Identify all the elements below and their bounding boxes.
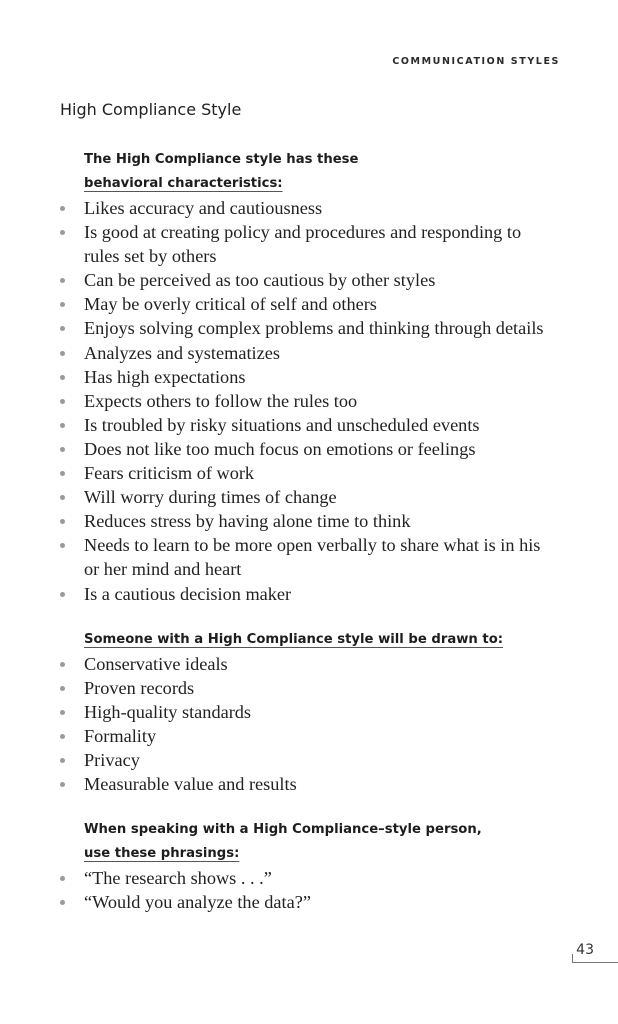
list-item: Is good at creating policy and procedures and responding to rules set by others: [58, 220, 558, 268]
bullet-icon: [60, 399, 65, 404]
list-item: Fears criticism of work: [58, 461, 558, 485]
list-item: Does not like too much focus on emotions or feelings: [58, 437, 558, 461]
page-number: 43: [576, 942, 594, 958]
list-item: “The research shows . . .”: [58, 866, 558, 890]
phrasings-heading: [84, 818, 558, 866]
list-item: Is troubled by risky situations and unscheduled events: [58, 413, 558, 437]
bullet-icon: [60, 686, 65, 691]
characteristics-list: [58, 196, 558, 606]
bullet-icon: [60, 782, 65, 787]
list-item: Conservative ideals: [58, 652, 558, 676]
bullet-icon: [60, 519, 65, 524]
list-item: Formality: [58, 724, 558, 748]
list-item: May be overly critical of self and others: [58, 292, 558, 316]
bullet-icon: [60, 326, 65, 331]
phrasings-list: [58, 866, 558, 914]
list-item: Likes accuracy and cautiousness: [58, 196, 558, 220]
list-item: Needs to learn to be more open verbally to share what is in his or her mind and heart: [58, 533, 558, 581]
bullet-icon: [60, 876, 65, 881]
phrasings-heading-line2: use these phrasings:: [84, 846, 240, 862]
page-body: [58, 148, 558, 914]
characteristics-heading-line2: behavioral characteristics:: [84, 176, 283, 191]
list-item: “Would you analyze the data?”: [58, 890, 558, 914]
bullet-icon: [60, 302, 65, 307]
bullet-icon: [60, 758, 65, 763]
list-item: Proven records: [58, 676, 558, 700]
bullet-icon: [60, 710, 65, 715]
characteristics-heading: [84, 148, 558, 196]
drawn-to-list: [58, 652, 558, 797]
list-item: Can be perceived as too cautious by other styles: [58, 268, 558, 292]
running-head: COMMUNICATION STYLES: [392, 56, 560, 67]
bullet-icon: [60, 592, 65, 597]
bullet-icon: [60, 543, 65, 548]
list-item: Is a cautious decision maker: [58, 582, 558, 606]
bullet-icon: [60, 900, 65, 905]
list-item: Enjoys solving complex problems and thinking through details: [58, 316, 558, 340]
bullet-icon: [60, 662, 65, 667]
drawn-to-heading: [84, 628, 558, 652]
bullet-icon: [60, 423, 65, 428]
page-number-rule: [572, 962, 618, 963]
bullet-icon: [60, 734, 65, 739]
list-item: Privacy: [58, 748, 558, 772]
characteristics-heading-line1: The High Compliance style has these: [84, 152, 359, 167]
bullet-icon: [60, 375, 65, 380]
bullet-icon: [60, 495, 65, 500]
bullet-icon: [60, 230, 65, 235]
list-item: Analyzes and systematizes: [58, 341, 558, 365]
bullet-icon: [60, 206, 65, 211]
bullet-icon: [60, 447, 65, 452]
bullet-icon: [60, 351, 65, 356]
bullet-icon: [60, 471, 65, 476]
phrasings-heading-line1: When speaking with a High Compliance–style person,: [84, 822, 482, 838]
list-item: Expects others to follow the rules too: [58, 389, 558, 413]
drawn-to-heading-text: Someone with a High Compliance style will be drawn to:: [84, 631, 504, 647]
list-item: High-quality standards: [58, 700, 558, 724]
bullet-icon: [60, 278, 65, 283]
list-item: Will worry during times of change: [58, 485, 558, 509]
list-item: Measurable value and results: [58, 772, 558, 796]
list-item: Reduces stress by having alone time to think: [58, 509, 558, 533]
section-title: High Compliance Style: [60, 100, 242, 119]
list-item: Has high expectations: [58, 365, 558, 389]
